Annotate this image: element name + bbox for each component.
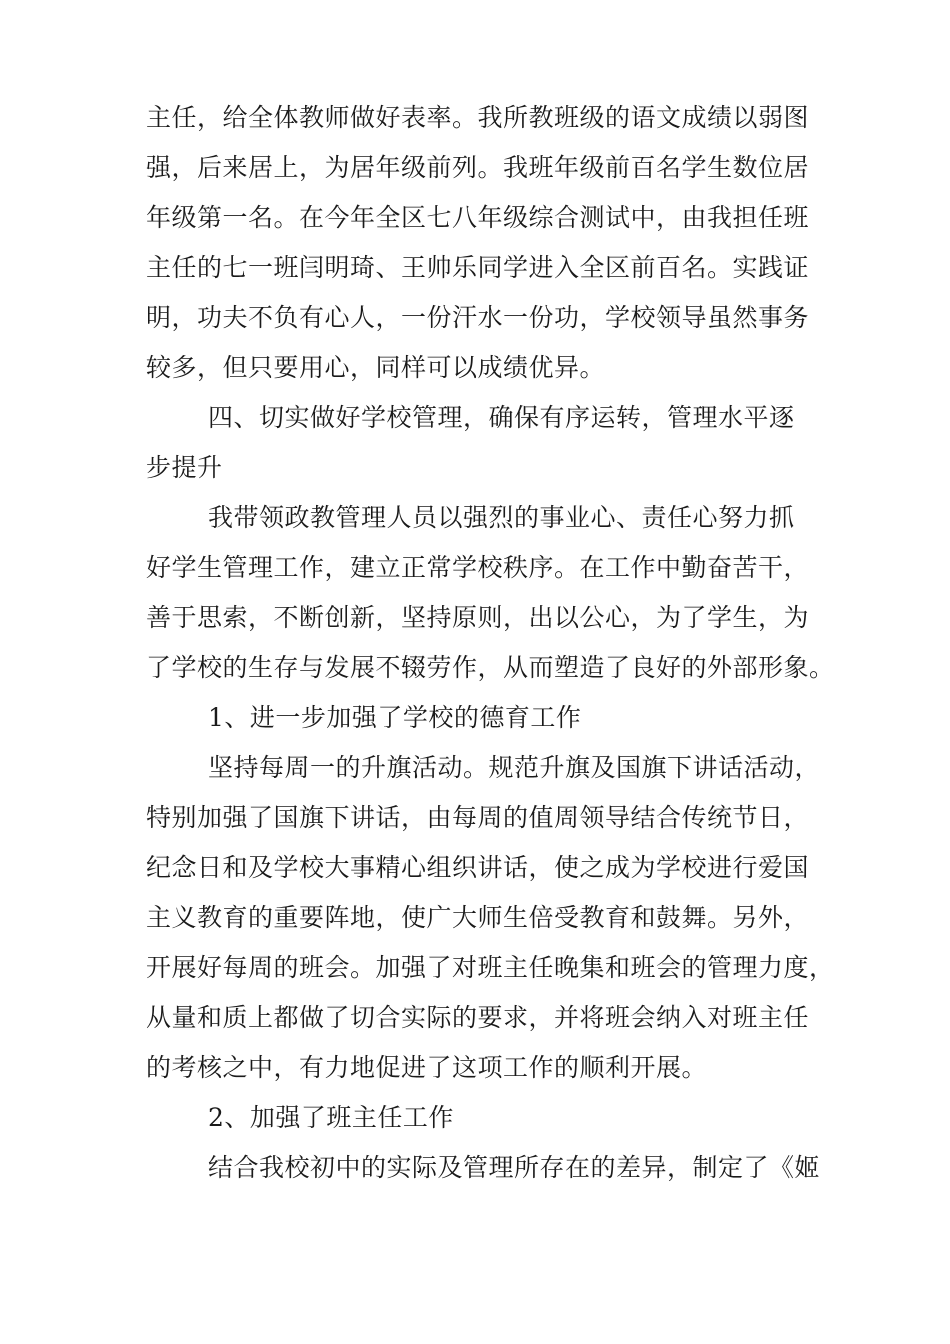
section-heading: 四、切实做好学校管理，确保有序运转，管理水平逐 [208, 403, 795, 432]
subsection-heading: 1、进一步加强了学校的德育工作 [208, 703, 582, 732]
document-body [146, 98, 835, 1198]
text-line: 从量和质上都做了切合实际的要求，并将班会纳入对班主任 [146, 1003, 810, 1032]
text-line: 善于思索，不断创新，坚持原则，出以公心，为了学生，为 [146, 603, 810, 632]
text-line: 好学生管理工作，建立正常学校秩序。在工作中勤奋苦干， [146, 553, 810, 582]
paragraph-start: 结合我校初中的实际及管理所存在的差异，制定了《姬 [208, 1153, 821, 1182]
paragraph-start: 我带领政教管理人员以强烈的事业心、责任心努力抓 [208, 503, 795, 532]
text-line: 主义教育的重要阵地，使广大师生倍受教育和鼓舞。另外， [146, 903, 810, 932]
paragraph-start: 坚持每周一的升旗活动。规范升旗及国旗下讲话活动， [208, 753, 821, 782]
text-line: 强，后来居上，为居年级前列。我班年级前百名学生数位居 [146, 153, 810, 182]
text-line: 主任，给全体教师做好表率。我所教班级的语文成绩以弱图 [146, 103, 810, 132]
text-line: 明，功夫不负有心人，一份汗水一份功，学校领导虽然事务 [146, 303, 810, 332]
text-line: 开展好每周的班会。加强了对班主任晚集和班会的管理力度， [146, 953, 835, 982]
text-line: 了学校的生存与发展不辍劳作，从而塑造了良好的外部形象。 [146, 653, 835, 682]
section-heading-continued: 步提升 [146, 453, 223, 482]
text-line: 主任的七一班闫明琦、王帅乐同学进入全区前百名。实践证 [146, 253, 810, 282]
text-line: 纪念日和及学校大事精心组织讲话，使之成为学校进行爱国 [146, 853, 810, 882]
text-line: 特别加强了国旗下讲话，由每周的值周领导结合传统节日， [146, 803, 810, 832]
text-line: 较多，但只要用心，同样可以成绩优异。 [146, 353, 606, 382]
text-line: 的考核之中，有力地促进了这项工作的顺利开展。 [146, 1053, 708, 1082]
subsection-heading: 2、加强了班主任工作 [208, 1103, 454, 1132]
text-line: 年级第一名。在今年全区七八年级综合测试中，由我担任班 [146, 203, 810, 232]
